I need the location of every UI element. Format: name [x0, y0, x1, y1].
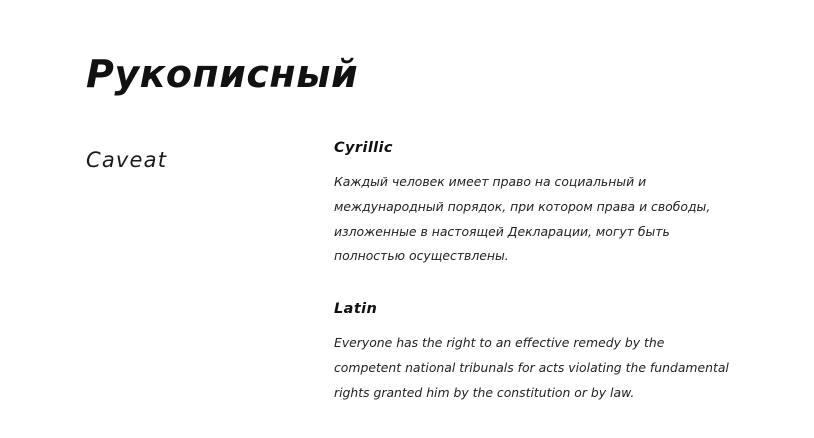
sample-list — [334, 140, 746, 438]
sample-heading-latin: Latin — [334, 301, 378, 318]
sample-heading-cyrillic: Cyrillic — [334, 140, 393, 156]
sample-text-cyrillic: Каждый человек имеет право на социальный и международный порядок, при котором права и свободы, изложенные в настоящей Декларации, могут быть полностью осуществлены. — [334, 174, 711, 264]
sample-block-latin — [334, 301, 746, 405]
sample-block-cyrillic — [334, 140, 746, 269]
font-name-label: Caveat — [86, 148, 168, 172]
sample-text-latin: Everyone has the right to an effective remedy by the competent national tribunals for acts violating the fundamental rights granted him by the constitution or by law. — [334, 335, 729, 400]
page-title: Рукописный — [86, 52, 359, 96]
